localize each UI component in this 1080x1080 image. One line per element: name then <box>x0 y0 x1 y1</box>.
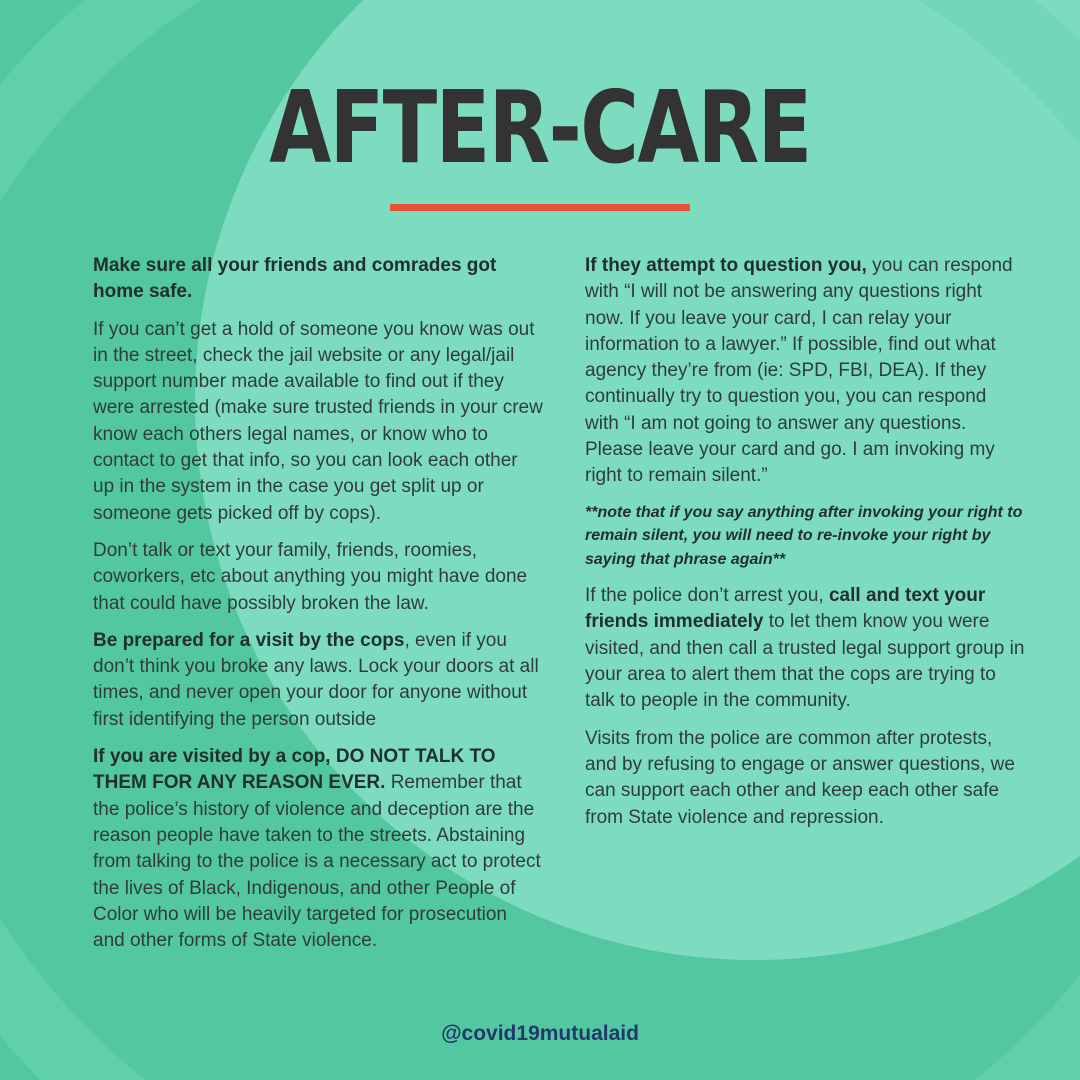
social-handle: @covid19mutualaid <box>441 1022 639 1045</box>
left-paragraph-1 <box>93 253 543 306</box>
left-p4-bold: Be prepared for a visit by the cops <box>93 629 405 651</box>
right-paragraph-2 <box>585 583 1025 714</box>
left-p5-text: Remember that the police’s history of violence and deception are the reason people have taken to the streets. Abstaining from talking to the police is a necessary act to protect the lives of Black, Indigenous, and other People of Color who will be heavily targeted for prosecution and other forms of State violence. <box>93 772 541 952</box>
page-title: AFTER-CARE <box>269 69 811 186</box>
right-p1-bold: If they attempt to question you, <box>585 255 867 276</box>
right-p2-start: If the police don’t arrest you, <box>585 585 829 607</box>
left-p5-bold: If you are visited by a cop, DO NOT TALK TO THEM FOR ANY REASON EVER. <box>93 746 496 794</box>
right-paragraph-1 <box>585 253 1025 490</box>
left-p1-bold: Make sure all your friends and comrades got home safe. <box>93 255 497 303</box>
right-p2-text: to let them know you were visited, and then call a trusted legal support group in your area to alert them that the cops are trying to talk to people in the community. <box>585 611 1025 712</box>
left-p4-text: , even if you don’t think you broke any laws. Lock your doors at all times, and never open your door for anyone without first identifying the person outside <box>93 629 539 730</box>
left-paragraph-3: Don’t talk or text your family, friends, roomies, coworkers, etc about anything you might have done that could have possibly broken the law. <box>93 539 528 614</box>
right-column <box>585 253 1025 842</box>
title-underline <box>390 204 690 211</box>
right-p1-text: you can respond with “I will not be answering any questions right now. If you leave your card, I can relay your information to a lawyer.” If possible, find out what agency they’re from (ie: SPD, FBI, DEA). If they continually try to question you, you can respond with “I am not going to answer any questions. Please leave your card and go. I am invoking my right to remain silent.” <box>585 255 1013 487</box>
left-paragraph-5 <box>93 744 543 954</box>
left-column <box>93 253 543 965</box>
right-p2-bold: call and text your friends immediately <box>585 585 986 633</box>
left-paragraph-2: If you can’t get a hold of someone you know was out in the street, check the jail website or any legal/jail support number made available to find out if they were arrested (make sure trusted friends in your crew know each others legal names, or know who to contact to get that info, so you can look each other up in the system in the case you get split up or someone gets picked off by cops). <box>93 318 543 524</box>
right-paragraph-3: Visits from the police are common after protests, and by refusing to engage or answer questions, we can support each other and keep each other safe from State violence and repression. <box>585 727 1015 828</box>
left-paragraph-4 <box>93 628 543 733</box>
right-note: **note that if you say anything after invoking your right to remain silent, you will need to re-invoke your right by saying that phrase again** <box>585 503 1023 568</box>
